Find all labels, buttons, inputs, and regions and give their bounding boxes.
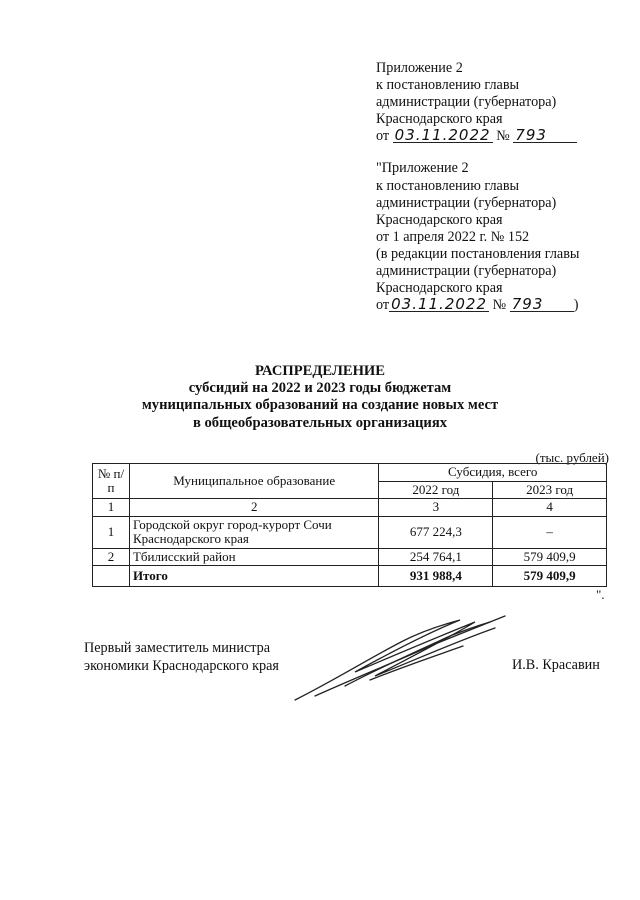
table-row (93, 516, 607, 548)
from-prefix: от (376, 128, 390, 145)
appendix-line: администрации (губернатора) (376, 94, 557, 111)
header-subsidy: Субсидия, всего (379, 464, 607, 482)
total-label: Итого (129, 566, 379, 587)
quoted-appendix-line: от 1 апреля 2022 г. № 152 (376, 228, 530, 245)
row-municipality: Тбилисский район (129, 548, 379, 566)
quoted-appendix-line: Краснодарского края (376, 211, 503, 228)
number-sign: № (492, 297, 507, 314)
handwritten-number: 793 (513, 128, 577, 143)
handwritten-date: 03.11.2022 (389, 297, 489, 312)
title-line: РАСПРЕДЕЛЕНИЕ (254, 363, 386, 379)
index-cell: 4 (493, 499, 607, 517)
table-row (93, 548, 607, 566)
document-title (0, 363, 640, 432)
row-value-2023: – (493, 516, 607, 548)
index-cell: 2 (129, 499, 379, 517)
signatory-position (84, 640, 279, 675)
total-num (93, 566, 130, 587)
total-value-2022: 931 988,4 (379, 566, 493, 587)
from-prefix: от (376, 297, 390, 314)
title-line: в общеобразовательных организациях (192, 414, 448, 431)
quoted-appendix-date-line (376, 297, 626, 314)
header-num: № п/п (93, 464, 130, 499)
appendix-line: Приложение 2 (376, 60, 463, 76)
index-cell: 3 (379, 499, 493, 517)
table-total-row (93, 566, 607, 587)
quoted-appendix-line: (в редакции постановления главы (376, 245, 580, 262)
closing-quote: ". (596, 587, 605, 602)
close-paren: ) (573, 297, 579, 314)
appendix-line: к постановлению главы (376, 77, 520, 94)
position-line: экономики Краснодарского края (84, 657, 279, 674)
handwritten-number: 793 (510, 297, 574, 312)
number-sign: № (496, 128, 510, 145)
header-municipality: Муниципальное образование (129, 464, 379, 499)
row-municipality: Городской округ город-курорт Сочи Краснодарского края (129, 516, 379, 548)
table-index-row (93, 499, 607, 517)
unit-label: (тыс. рублей) (535, 450, 609, 465)
row-num: 2 (93, 548, 130, 566)
quoted-appendix-line: к постановлению главы (376, 177, 520, 194)
title-line: муниципальных образований на создание новых мест (141, 397, 499, 414)
table-header-row (93, 464, 607, 482)
appendix-line: Краснодарского края (376, 111, 503, 128)
index-cell: 1 (93, 499, 130, 517)
title-line: субсидий на 2022 и 2023 годы бюджетам (188, 380, 452, 397)
row-num: 1 (93, 516, 130, 548)
appendix-date-line (376, 128, 626, 145)
header-year-2023: 2023 год (493, 481, 607, 499)
signatory-name: И.В. Красавин (512, 657, 600, 673)
appendix-header (376, 60, 626, 314)
row-value-2022: 677 224,3 (379, 516, 493, 548)
total-value-2023: 579 409,9 (493, 566, 607, 587)
row-value-2023: 579 409,9 (493, 548, 607, 566)
position-line: Первый заместитель министра (84, 640, 271, 656)
handwritten-signature (285, 600, 515, 710)
quoted-appendix-line: "Приложение 2 (376, 160, 469, 177)
quoted-appendix-line: администрации (губернатора) (376, 194, 557, 211)
handwritten-date: 03.11.2022 (393, 128, 493, 143)
header-year-2022: 2022 год (379, 481, 493, 499)
quoted-appendix-line: Краснодарского края (376, 280, 503, 297)
subsidy-table (92, 463, 607, 587)
row-value-2022: 254 764,1 (379, 548, 493, 566)
quoted-appendix-line: администрации (губернатора) (376, 263, 557, 280)
